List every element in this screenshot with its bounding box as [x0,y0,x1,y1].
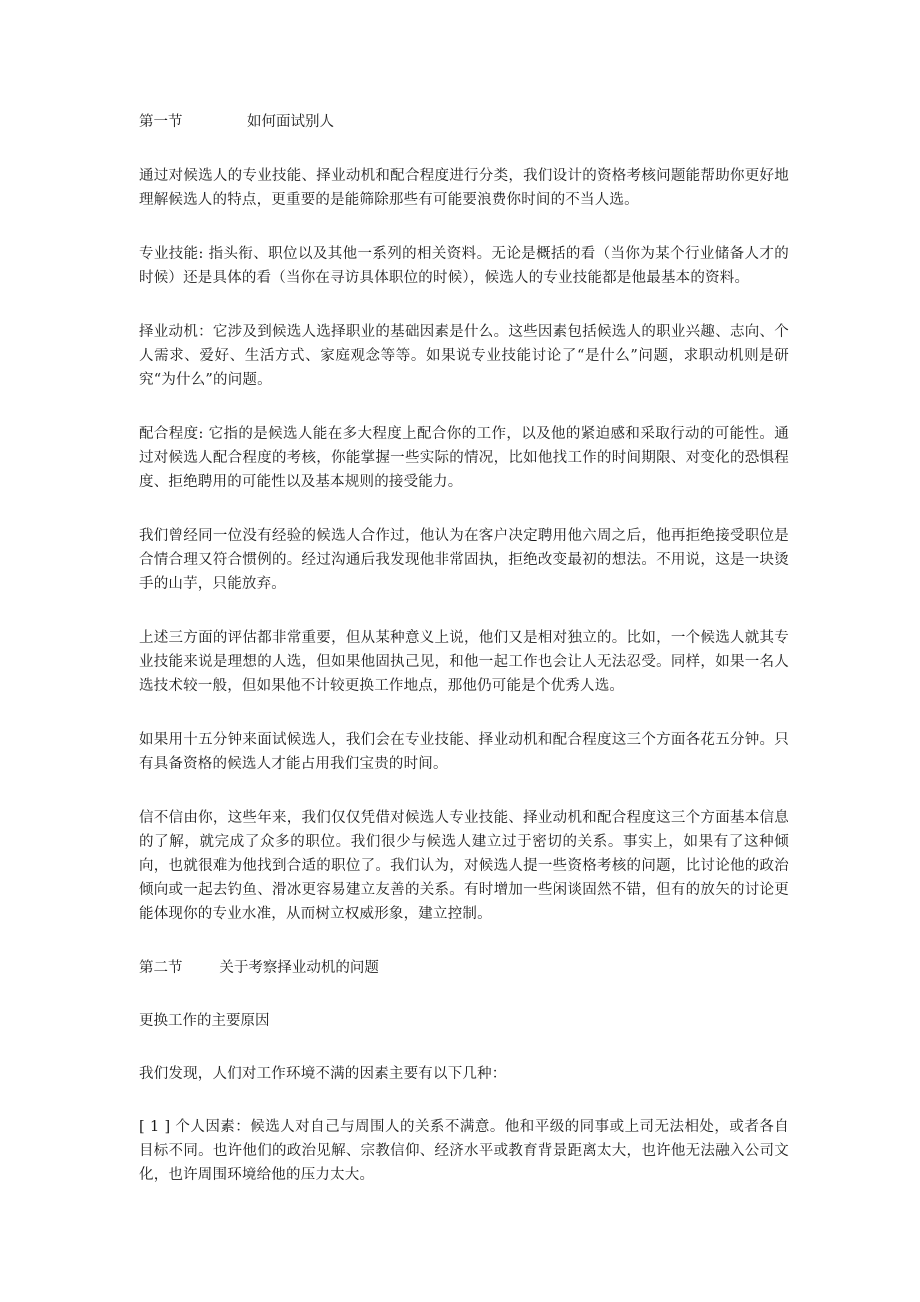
paragraph-intro: 通过对候选人的专业技能、择业动机和配合程度进行分类，我们设计的资格考核问题能帮助你更好地理解候选人的特点，更重要的是能筛除那些有可能要浪费你时间的不当人选。 [139,168,789,208]
paragraph-fifteen-minutes: 如果用十五分钟来面试候选人，我们会在专业技能、择业动机和配合程度这三个方面各花五分钟。只有具备资格的候选人才能占用我们宝贵的时间。 [139,732,789,772]
section2-subheading: 更换工作的主要原因 [139,1013,270,1029]
paragraph-believe-it: 信不信由你，这些年来，我们仅仅凭借对候选人专业技能、择业动机和配合程度这三个方面基本信息的了解，就完成了众多的职位。我们很少与候选人建立过于密切的关系。事实上，如果有了这种倾向，也就很难为他找到合适的职位了。我们认为，对候选人提一些资格考核的问题，比讨论他的政治倾向或一起去钓鱼、滑冰更容易建立友善的关系。有时增加一些闲谈固然不错，但有的放矢的讨论更能体现你的专业水准，从而树立权威形象，建立控制。 [139,810,789,922]
section1-heading: 第一节 如何面试别人 [139,114,335,130]
paragraph-cooperation-level: 配合程度: 它指的是候选人能在多大程度上配合你的工作，以及他的紧迫感和采取行动的可能性。通过对候选人配合程度的考核，你能掌握一些实际的情况，比如他找工作的时间期限、对变化的恐惧程度、拒绝聘用的可能性以及基本规则的接受能力。 [139,426,789,490]
paragraph-professional-skills: 专业技能: 指头衔、职位以及其他一系列的相关资料。无论是概括的看（当你为某个行业储备人才的时候）还是具体的看（当你在寻访具体职位的时候），候选人的专业技能都是他最基本的资料。 [139,246,789,286]
list-item-personal-factors: [ 1 ] 个人因素：候选人对自己与周围人的关系不满意。他和平级的同事或上司无法相处，或者各自目标不同。也许他们的政治见解、宗教信仰、经济水平或教育背景距离太大，也许他无法融入公司文化，也许周围环境给他的压力太大。 [139,1119,789,1183]
document-page [139,110,789,1187]
paragraph-three-aspects: 上述三方面的评估都非常重要，但从某种意义上说，他们又是相对独立的。比如，一个候选人就其专业技能来说是理想的人选，但如果他固执己见，和他一起工作也会让人无法忍受。同样，如果一名人选技术较一般，但如果他不计较更换工作地点，那他仍可能是个优秀人选。 [139,630,789,694]
section2-intro: 我们发现，人们对工作环境不满的因素主要有以下几种： [139,1066,507,1082]
paragraph-career-motivation: 择业动机：它涉及到候选人选择职业的基础因素是什么。这些因素包括候选人的职业兴趣、志向、个人需求、爱好、生活方式、家庭观念等等。如果说专业技能讨论了“是什么”问题，求职动机则是研究“为什么”的问题。 [139,324,789,388]
section2-heading: 第二节 关于考察择业动机的问题 [139,960,379,976]
paragraph-example-candidate: 我们曾经同一位没有经验的候选人合作过，他认为在客户决定聘用他六周之后，他再拒绝接受职位是合情合理又符合惯例的。经过沟通后我发现他非常固执，拒绝改变最初的想法。不用说，这是一块烫手的山芋，只能放弃。 [139,528,789,592]
